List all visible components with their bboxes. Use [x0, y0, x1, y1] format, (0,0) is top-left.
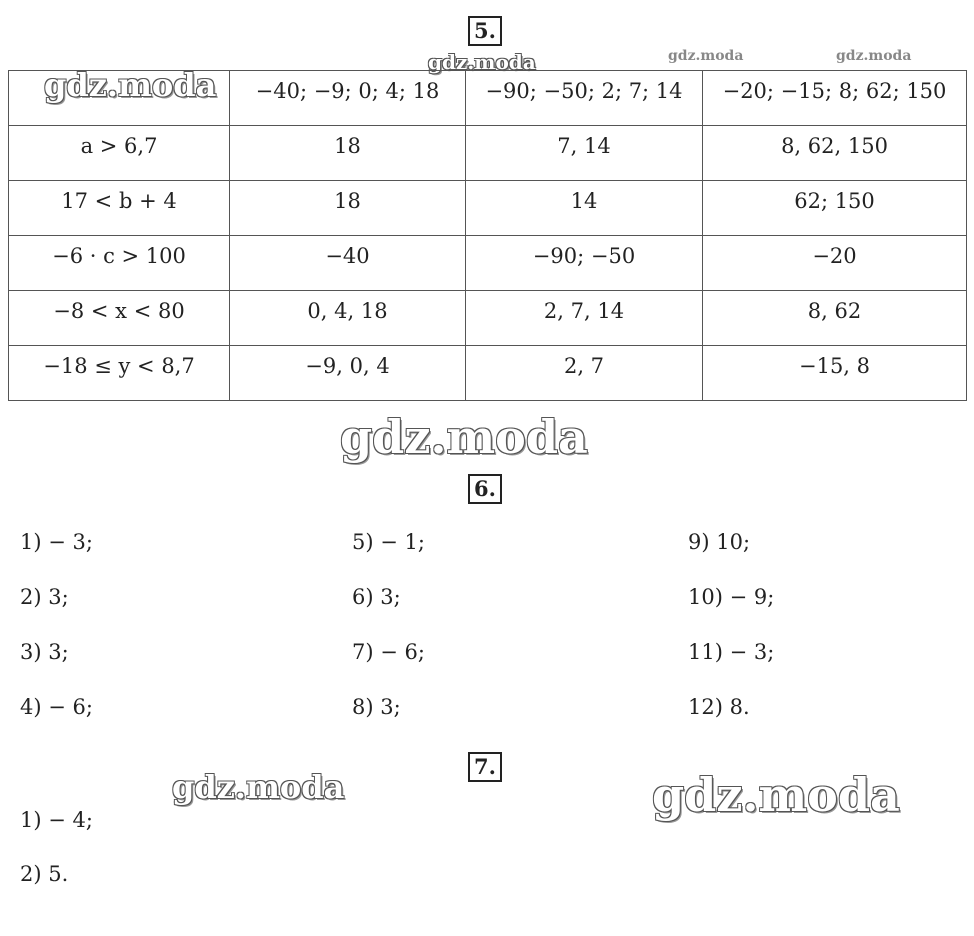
table-cell: −20 — [703, 236, 967, 291]
answer-item: 8) 3; — [352, 695, 401, 719]
watermark: gdz.moda — [428, 50, 536, 74]
answer-item: 1) − 3; — [20, 530, 93, 554]
section-6-number: 6. — [468, 474, 502, 504]
table-cell: 17 < b + 4 — [9, 181, 230, 236]
answer-item: 2) 5. — [20, 862, 69, 886]
table-cell: −20; −15; 8; 62; 150 — [703, 71, 967, 126]
answer-item: 1) − 4; — [20, 808, 93, 832]
watermark: gdz.moda — [836, 48, 912, 64]
table-cell: −9, 0, 4 — [230, 346, 466, 401]
table-row — [9, 291, 967, 346]
answer-item: 12) 8. — [688, 695, 750, 719]
table-row — [9, 236, 967, 291]
answer-item: 2) 3; — [20, 585, 69, 609]
answer-item: 6) 3; — [352, 585, 401, 609]
answer-item: 9) 10; — [688, 530, 751, 554]
table-row — [9, 126, 967, 181]
table-cell: −40 — [230, 236, 466, 291]
answer-item: 3) 3; — [20, 640, 69, 664]
watermark: gdz.moda — [668, 48, 744, 64]
table-cell: −15, 8 — [703, 346, 967, 401]
table-cell: −6 · c > 100 — [9, 236, 230, 291]
table-cell: 62; 150 — [703, 181, 967, 236]
table-cell: 8, 62 — [703, 291, 967, 346]
answer-item: 5) − 1; — [352, 530, 425, 554]
table-row — [9, 346, 967, 401]
table-cell: −40; −9; 0; 4; 18 — [230, 71, 466, 126]
table-cell: 2, 7 — [466, 346, 703, 401]
table-cell: −18 ≤ y < 8,7 — [9, 346, 230, 401]
table-cell: −90; −50 — [466, 236, 703, 291]
watermark: gdz.moda — [340, 410, 588, 464]
table-cell: −90; −50; 2; 7; 14 — [466, 71, 703, 126]
section-5-table — [8, 70, 967, 401]
watermark: gdz.moda — [44, 66, 217, 104]
table-cell: 18 — [230, 181, 466, 236]
table-cell: 8, 62, 150 — [703, 126, 967, 181]
section-5-number: 5. — [468, 16, 502, 46]
answer-item: 4) − 6; — [20, 695, 93, 719]
table-cell: 14 — [466, 181, 703, 236]
answer-item: 10) − 9; — [688, 585, 775, 609]
table-cell: 7, 14 — [466, 126, 703, 181]
answer-item: 11) − 3; — [688, 640, 775, 664]
table-cell: a > 6,7 — [9, 126, 230, 181]
table-cell: 2, 7, 14 — [466, 291, 703, 346]
watermark: gdz.moda — [172, 768, 345, 806]
table-cell: −8 < x < 80 — [9, 291, 230, 346]
table-row — [9, 181, 967, 236]
table-cell: 18 — [230, 126, 466, 181]
section-7-number: 7. — [468, 752, 502, 782]
watermark: gdz.moda — [652, 768, 900, 822]
table-cell: 0, 4, 18 — [230, 291, 466, 346]
answer-item: 7) − 6; — [352, 640, 425, 664]
